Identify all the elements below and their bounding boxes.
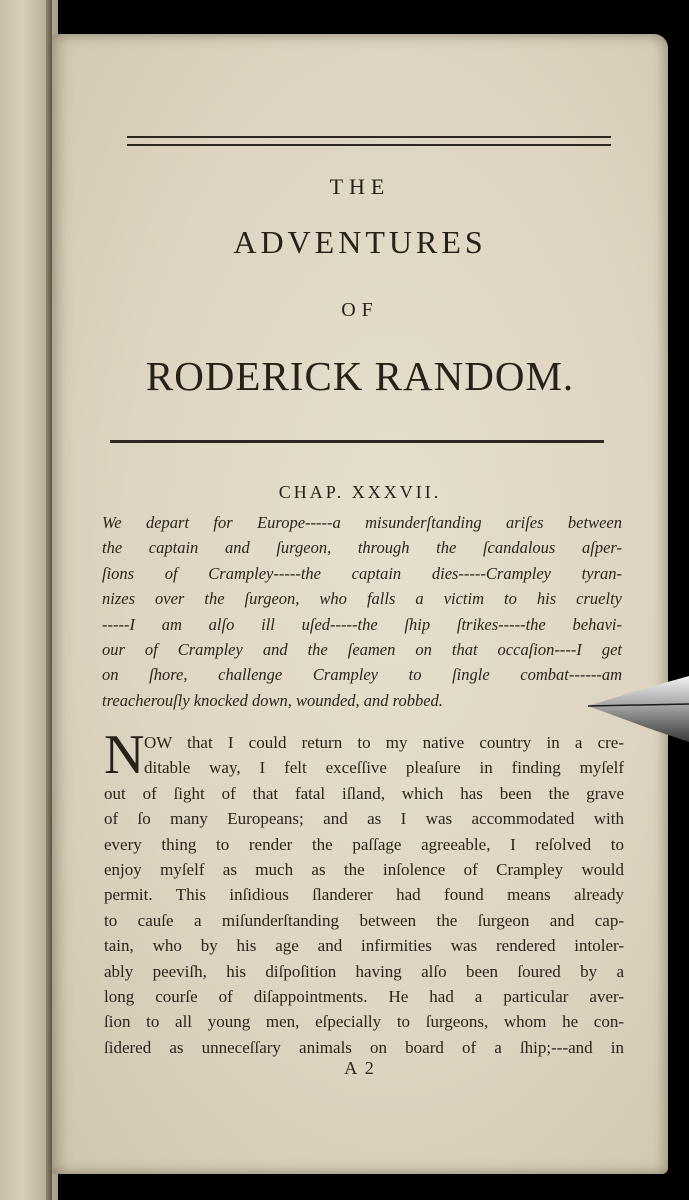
summary-line: nizes over the ſurgeon, who falls a victim to his cruelty (102, 589, 622, 609)
body-line: OW that I could return to my native country in a cre- (144, 733, 624, 752)
body-line: out of ſight of that fatal iſland, which has been the grave (104, 783, 624, 803)
summary-line: treacherouſly knocked down, wounded, and robbed. (102, 690, 443, 710)
drop-cap: N (104, 724, 145, 786)
chapter-heading: CHAP. XXXVII. (278, 482, 442, 502)
body-line: enjoy myſelf as much as the inſolence of Crampley would (104, 860, 624, 880)
body-line: of ſo many Europeans; and as I was accommodated with (104, 809, 624, 829)
summary-line: ſions of Crampley-----the captain dies-----Crampley tyran- (102, 563, 622, 583)
page-signature: A 2 (344, 1058, 376, 1078)
title-of: OF (341, 299, 379, 321)
summary-line: our of Crampley and the ſeamen on that occaſion----I get (102, 640, 622, 660)
chapter-summary (102, 510, 622, 713)
pen-nib-pointer-icon (588, 676, 689, 742)
title-adventures: ADVENTURES (233, 224, 487, 260)
body-line: to cauſe a miſunderſtanding between the ſurgeon and cap- (104, 910, 624, 930)
body-line: ſion to all young men, eſpecially to ſurgeons, whom he con- (104, 1012, 624, 1032)
body-line: ably peeviſh, his diſpoſition having alſo been ſoured by a (104, 961, 624, 981)
book-page (52, 34, 668, 1174)
title-roderick-random: RODERICK RANDOM. (145, 353, 575, 399)
body-line: long courſe of diſappointments. He had a particular aver- (104, 987, 624, 1007)
body-line: every thing to render the paſſage agreeable, I reſolved to (104, 834, 624, 854)
summary-line: the captain and ſurgeon, through the ſcandalous aſper- (102, 538, 622, 558)
summary-line: -----I am alſo ill uſed-----the ſhip ſtrikes-----the behavi- (102, 614, 622, 634)
body-line: permit. This inſidious ſlanderer had found means already (104, 885, 624, 905)
top-rule-second (127, 144, 611, 146)
summary-line: on ſhore, challenge Crampley to ſingle combat------am (102, 665, 622, 685)
title-bottom-rule (110, 440, 604, 443)
body-line: ditable way, I felt exceſſive pleaſure in finding myſelf (144, 758, 624, 778)
title-the: THE (329, 174, 391, 199)
body-text (104, 724, 624, 1060)
summary-line: We depart for Europe-----a misunderſtanding ariſes between (102, 513, 622, 532)
top-rule (127, 136, 611, 138)
body-line: ſidered as unneceſſary animals on board of a ſhip;---and in (104, 1037, 624, 1057)
body-line: tain, who by his age and infirmities was rendered intoler- (104, 936, 624, 956)
